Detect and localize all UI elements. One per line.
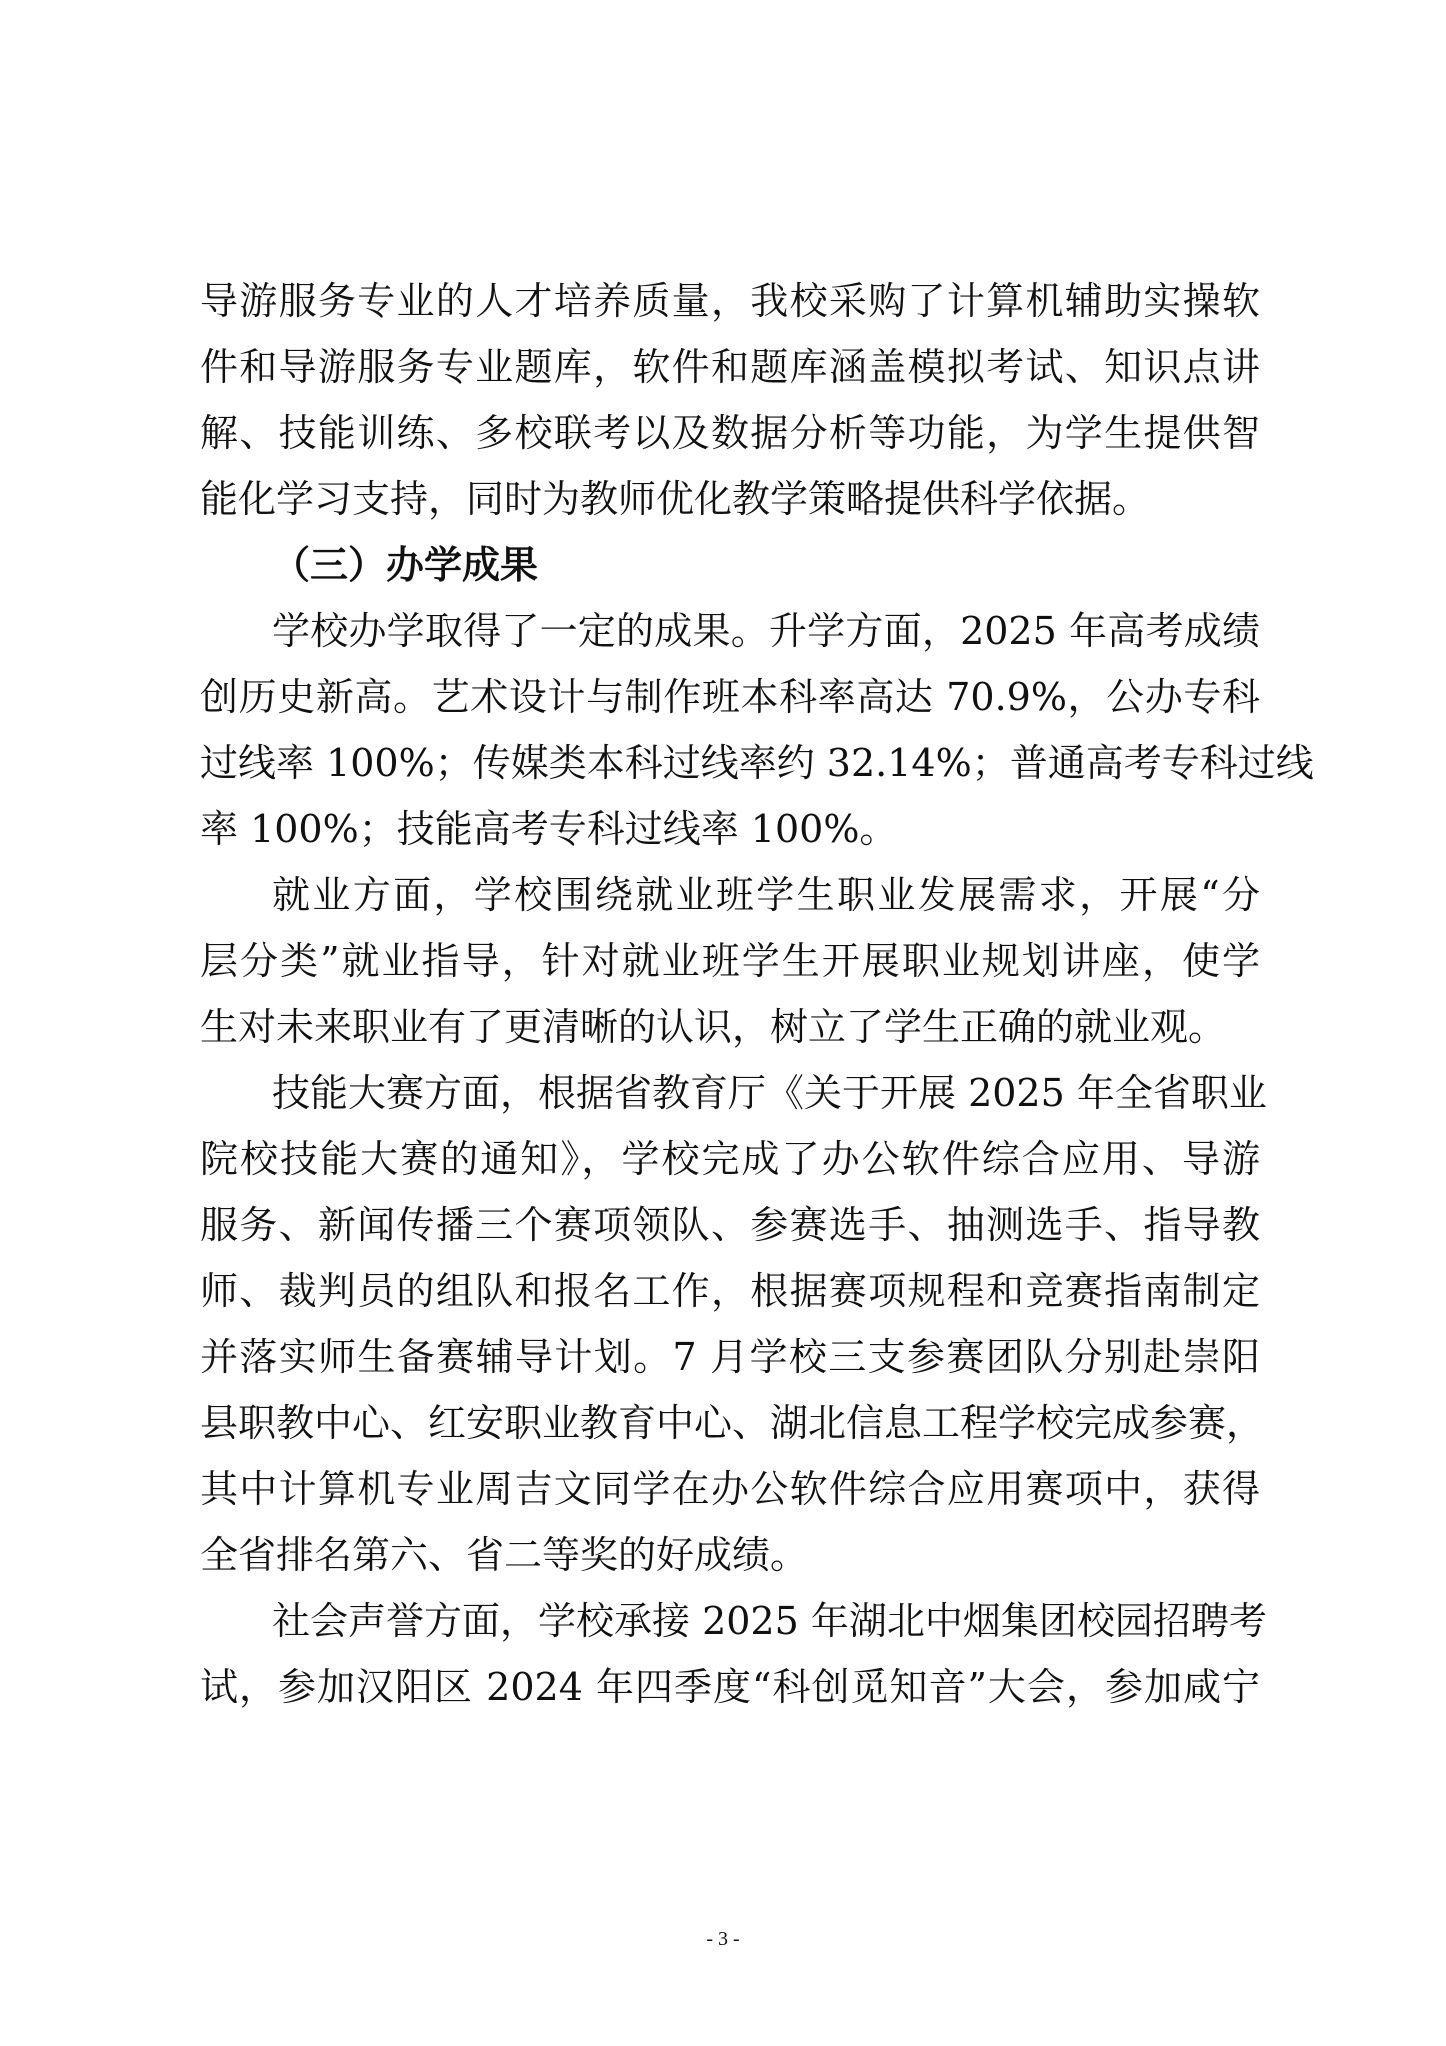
body-text-line: 就业方面，学校围绕就业班学生职业发展需求，开展“分	[272, 873, 1260, 917]
body-text-line: 试，参加汉阳区 2024 年四季度“科创觅知音”大会，参加咸宁	[200, 1665, 1260, 1709]
body-text-line: 率 100%；技能高考专科过线率 100%。	[200, 807, 898, 851]
body-text-line: 技能大赛方面，根据省教育厅《关于开展 2025 年全省职业	[272, 1071, 1267, 1115]
section-heading: （三）办学成果	[272, 543, 539, 587]
body-text-line: 导游服务专业的人才培养质量，我校采购了计算机辅助实操软	[200, 279, 1260, 323]
body-text-line: 其中计算机专业周吉文同学在办公软件综合应用赛项中，获得	[200, 1467, 1260, 1511]
body-text-line: 全省排名第六、省二等奖的好成绩。	[200, 1533, 809, 1577]
body-text-line: 过线率 100%；传媒类本科过线率约 32.14%；普通高考专科过线	[200, 741, 1314, 785]
body-text-line: 件和导游服务专业题库，软件和题库涵盖模拟考试、知识点讲	[200, 345, 1260, 389]
body-text-line: 层分类”就业指导，针对就业班学生开展职业规划讲座，使学	[200, 939, 1260, 983]
body-text-line: 学校办学取得了一定的成果。升学方面，2025 年高考成绩	[272, 609, 1260, 653]
page-number: - 3 -	[706, 1928, 740, 1950]
body-text-line: 服务、新闻传播三个赛项领队、参赛选手、抽测选手、指导教	[200, 1203, 1260, 1247]
body-text-line: 解、技能训练、多校联考以及数据分析等功能，为学生提供智	[200, 411, 1260, 455]
body-text-line: 能化学习支持，同时为教师优化教学策略提供科学依据。	[200, 477, 1151, 521]
body-text-line: 县职教中心、红安职业教育中心、湖北信息工程学校完成参赛，	[200, 1401, 1265, 1445]
body-text-line: 并落实师生备赛辅导计划。7 月学校三支参赛团队分别赴崇阳	[200, 1335, 1260, 1379]
body-text-line: 创历史新高。艺术设计与制作班本科率高达 70.9%，公办专科	[200, 675, 1260, 719]
body-text-line: 院校技能大赛的通知》，学校完成了办公软件综合应用、导游	[200, 1137, 1260, 1181]
body-text-line: 师、裁判员的组队和报名工作，根据赛项规程和竞赛指南制定	[200, 1269, 1260, 1313]
body-text-line: 生对未来职业有了更清晰的认识，树立了学生正确的就业观。	[200, 1005, 1227, 1049]
body-text-line: 社会声誉方面，学校承接 2025 年湖北中烟集团校园招聘考	[272, 1599, 1267, 1643]
